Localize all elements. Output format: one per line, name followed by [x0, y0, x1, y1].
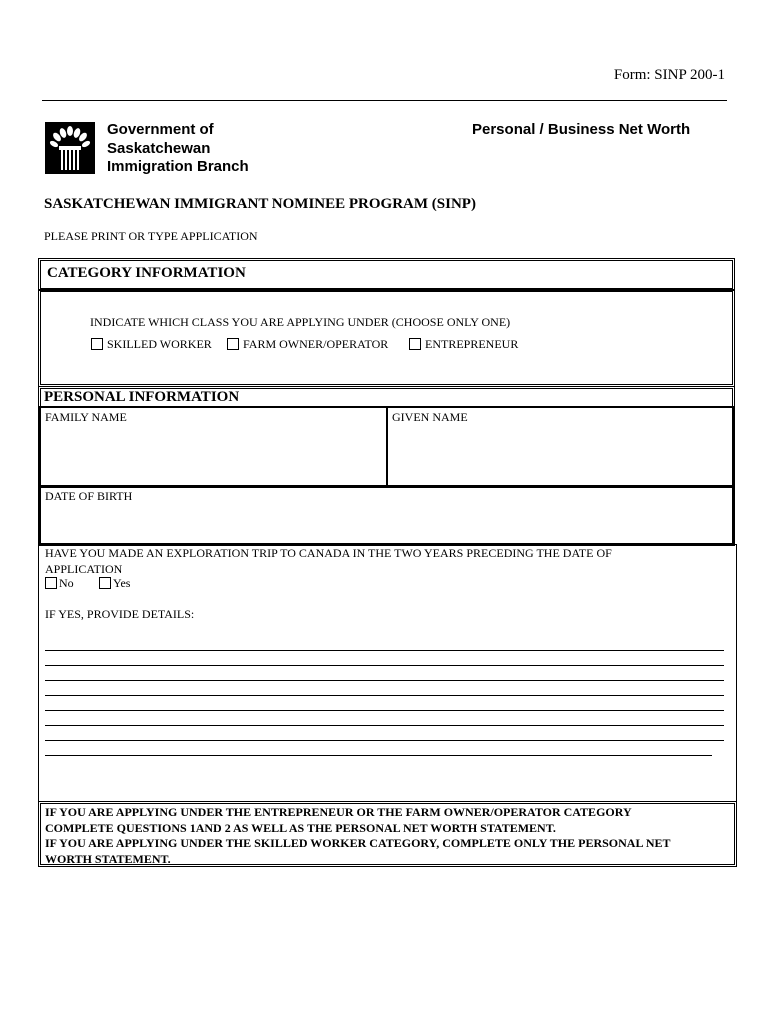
category-instruction: INDICATE WHICH CLASS YOU ARE APPLYING UNDER (CHOOSE ONLY ONE) [90, 315, 511, 329]
government-line: Saskatchewan [107, 139, 211, 157]
details-line[interactable] [45, 755, 712, 756]
notice-line: IF YOU ARE APPLYING UNDER THE SKILLED WORKER CATEGORY, COMPLETE ONLY THE PERSONAL NET [45, 836, 671, 850]
details-line[interactable] [45, 725, 724, 726]
details-line[interactable] [45, 665, 724, 666]
government-name [107, 121, 249, 177]
details-line[interactable] [45, 740, 724, 741]
no-checkbox[interactable] [45, 577, 57, 589]
details-line[interactable] [45, 710, 724, 711]
program-title: SASKATCHEWAN IMMIGRANT NOMINEE PROGRAM (SINP) [44, 196, 476, 212]
form-number: Form: SINP 200-1 [613, 67, 725, 83]
date-of-birth-field[interactable] [38, 486, 735, 546]
details-line[interactable] [45, 695, 724, 696]
yes-label: Yes [113, 576, 131, 590]
entrepreneur-checkbox[interactable] [409, 338, 421, 350]
completion-notice [45, 805, 725, 867]
notice-line: WORTH STATEMENT. [45, 851, 171, 866]
notice-line: IF YOU ARE APPLYING UNDER THE ENTREPRENEUR OR THE FARM OWNER/OPERATOR CATEGORY [45, 805, 632, 819]
government-line: Immigration Branch [107, 158, 249, 175]
government-line: Government of [107, 121, 214, 138]
category-header [38, 258, 735, 291]
personal-heading: PERSONAL INFORMATION [44, 389, 240, 405]
header-rule [42, 100, 727, 101]
farm-owner-checkbox[interactable] [227, 338, 239, 350]
details-line[interactable] [45, 680, 724, 681]
farm-owner-label: FARM OWNER/OPERATOR [243, 337, 389, 351]
skilled-worker-label: SKILLED WORKER [107, 337, 212, 351]
document-title: Personal / Business Net Worth [472, 121, 691, 138]
details-line[interactable] [45, 650, 724, 651]
exploration-trip-section [38, 544, 737, 802]
exploration-question: HAVE YOU MADE AN EXPLORATION TRIP TO CANADA IN THE TWO YEARS PRECEDING THE DATE OF APPLICATION [45, 546, 612, 576]
date-of-birth-label: DATE OF BIRTH [45, 489, 133, 503]
wheat-sheaf-logo [45, 122, 95, 174]
skilled-worker-checkbox[interactable] [91, 338, 103, 350]
details-label: IF YES, PROVIDE DETAILS: [45, 607, 195, 621]
print-instruction: PLEASE PRINT OR TYPE APPLICATION [44, 229, 258, 243]
yes-checkbox[interactable] [99, 577, 111, 589]
given-name-label: GIVEN NAME [392, 410, 468, 424]
category-heading: CATEGORY INFORMATION [47, 265, 246, 281]
entrepreneur-label: ENTREPRENEUR [425, 337, 519, 351]
family-name-label: FAMILY NAME [45, 410, 127, 424]
no-label: No [59, 576, 74, 590]
notice-line: COMPLETE QUESTIONS 1AND 2 AS WELL AS THE PERSONAL NET WORTH STATEMENT. [45, 820, 556, 835]
